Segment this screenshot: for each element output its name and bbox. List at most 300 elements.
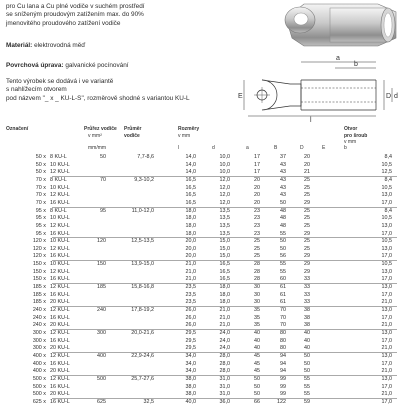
cell-width-a: 30: [254, 284, 260, 291]
variant-line: Tento výrobek se dodává i ve variantě: [6, 78, 114, 85]
cell-bolt-hole: 17,0: [381, 398, 392, 405]
cell-length: 29,5: [185, 337, 196, 344]
dim-label-E: E: [238, 93, 243, 100]
cell-length: 21,0: [185, 261, 196, 268]
table-row: [0, 169, 400, 175]
cell-barrel-b: 43: [280, 184, 286, 191]
cell-type: 8 KU-L: [50, 176, 67, 183]
cell-inner-diameter: 13,5: [219, 215, 230, 222]
cell-length: 23,5: [185, 291, 196, 298]
cell-inner-diameter: 21,0: [219, 307, 230, 313]
cell-diameter: 7,7-8,6: [137, 154, 154, 160]
cell-size: 240 x: [32, 314, 46, 321]
table-row: [0, 246, 400, 252]
cell-barrel-b: 43: [280, 192, 286, 199]
cell-bolt-hole: 13,0: [381, 307, 392, 313]
cell-width-a: 45: [254, 368, 260, 375]
header-otvor: Otvor: [344, 126, 358, 132]
cell-length: 14,0: [185, 169, 196, 176]
cell-inner-diameter: 18,0: [219, 299, 230, 306]
cell-bolt-hole: 21,0: [381, 299, 392, 306]
cell-length: 26,0: [185, 307, 196, 313]
cell-barrel-b: 99: [280, 391, 286, 398]
cell-type: 12 KU-L: [50, 192, 70, 199]
cell-length: 21,0: [185, 276, 196, 283]
table-row: [0, 253, 400, 259]
cell-bolt-hole: 17,0: [381, 291, 392, 298]
cell-bolt-hole: 21,0: [381, 345, 392, 352]
cell-inner-diameter: 31,0: [219, 383, 230, 390]
dimension-drawing: [244, 62, 392, 116]
cell-length: 23,5: [185, 284, 196, 291]
cell-inner-diameter: 13,5: [219, 207, 230, 214]
cell-outer-diameter: 40: [304, 345, 310, 352]
dim-label-d: d: [394, 93, 398, 100]
cell-size: 400 x: [32, 352, 46, 359]
variant-line: pod názvem "_ x _ KU-L-S", rozměrově shodné s variantou KU-L: [6, 94, 190, 102]
subheader-b: b: [344, 145, 347, 151]
cell-outer-diameter: 25: [304, 184, 310, 191]
cell-type: 12 KU-L: [50, 329, 70, 336]
cell-barrel-b: 43: [280, 176, 286, 183]
table-row: [0, 391, 400, 397]
cell-barrel-b: 50: [280, 238, 286, 245]
cell-bolt-hole: 13,0: [381, 268, 392, 275]
cell-size: 50 x: [35, 169, 46, 176]
cell-inner-diameter: 16,5: [219, 268, 230, 275]
lug-photo: [285, 4, 396, 46]
cell-barrel-b: 48: [280, 207, 286, 214]
surface-value: galvanické pocínování: [65, 62, 129, 69]
cell-outer-diameter: 50: [304, 352, 310, 359]
intro-line: se sníženým proudovým zatížením max. do 90%: [6, 11, 144, 19]
cell-length: 38,0: [185, 375, 196, 382]
cell-length: 21,0: [185, 268, 196, 275]
cell-outer-diameter: 55: [304, 391, 310, 398]
cell-size: 240 x: [32, 322, 46, 329]
cell-width-a: 28: [254, 276, 260, 283]
cell-barrel-b: 55: [280, 268, 286, 275]
cell-width-a: 23: [254, 222, 260, 229]
cell-bolt-hole: 13,0: [381, 222, 392, 229]
cell-barrel-b: 94: [280, 352, 286, 359]
cell-size: 500 x: [32, 375, 46, 382]
cell-size: 120 x: [32, 245, 46, 252]
dim-label-l: l: [310, 117, 312, 124]
cell-diameter: 22,9-24,6: [131, 352, 154, 359]
cell-barrel-b: 94: [280, 368, 286, 375]
cell-size: 300 x: [32, 337, 46, 344]
cell-bolt-hole: 12,5: [381, 169, 392, 176]
cell-type: 16 KU-L: [50, 276, 70, 283]
subheader-l: l: [178, 145, 180, 151]
table-row: [0, 361, 400, 367]
table-row: [0, 353, 400, 359]
cell-size: 70 x: [35, 199, 46, 206]
cell-length: 34,0: [185, 360, 196, 367]
cell-width-a: 30: [254, 299, 260, 306]
cell-outer-diameter: 38: [304, 314, 310, 321]
cell-width-a: 23: [254, 207, 260, 214]
subheader-B: B: [274, 145, 278, 151]
cell-length: 16,5: [185, 184, 196, 191]
cell-length: 26,0: [185, 314, 196, 321]
cell-size: 70 x: [35, 176, 46, 183]
cell-type: 12 KU-L: [50, 222, 70, 229]
table-row: [0, 292, 400, 298]
cell-type: 12 KU-L: [50, 352, 70, 359]
cell-barrel-b: 94: [280, 360, 286, 367]
cell-type: 20 KU-L: [50, 391, 70, 398]
cell-type: 12 KU-L: [50, 245, 70, 252]
cell-outer-diameter: 59: [304, 398, 310, 405]
cell-length: 16,5: [185, 176, 196, 183]
cell-outer-diameter: 55: [304, 375, 310, 382]
cell-length: 18,0: [185, 215, 196, 222]
table-row: [0, 200, 400, 206]
cell-barrel-b: 61: [280, 291, 286, 298]
cell-width-a: 35: [254, 307, 260, 313]
table-row: [0, 315, 400, 321]
cell-width-a: 45: [254, 360, 260, 367]
cell-length: 20,0: [185, 238, 196, 245]
cell-width-a: 17: [254, 154, 260, 160]
cell-bolt-hole: 8,4: [384, 207, 392, 214]
cell-barrel-b: 60: [280, 276, 286, 283]
cell-width-a: 45: [254, 352, 260, 359]
cell-bolt-hole: 21,0: [381, 322, 392, 329]
cell-bolt-hole: 8,4: [384, 154, 392, 160]
cell-bolt-hole: 13,0: [381, 329, 392, 336]
table-row: [0, 231, 400, 237]
cell-length: 34,0: [185, 368, 196, 375]
cell-inner-diameter: 15,0: [219, 253, 230, 260]
cell-cross-section: 95: [100, 207, 106, 214]
cell-inner-diameter: 31,0: [219, 375, 230, 382]
dim-label-b: b: [354, 61, 358, 68]
cell-type: 20 KU-L: [50, 368, 70, 375]
cell-length: 23,5: [185, 299, 196, 306]
cell-inner-diameter: 15,0: [219, 238, 230, 245]
cell-cross-section: 150: [97, 261, 106, 268]
cell-cross-section: 625: [97, 398, 106, 405]
cell-outer-diameter: 40: [304, 337, 310, 344]
cell-bolt-hole: 17,0: [381, 199, 392, 206]
cell-inner-diameter: 10,0: [219, 161, 230, 168]
cell-length: 20,0: [185, 245, 196, 252]
cell-length: 38,0: [185, 391, 196, 398]
cell-outer-diameter: 25: [304, 245, 310, 252]
cell-type: 16 KU-L: [50, 253, 70, 260]
cell-length: 16,5: [185, 192, 196, 199]
cell-bolt-hole: 17,0: [381, 276, 392, 283]
cell-bolt-hole: 13,0: [381, 192, 392, 199]
cell-type: 20 KU-L: [50, 345, 70, 352]
cell-type: 20 KU-L: [50, 322, 70, 329]
cell-width-a: 17: [254, 169, 260, 176]
cell-inner-diameter: 16,5: [219, 276, 230, 283]
cell-bolt-hole: 21,0: [381, 391, 392, 398]
cell-size: 400 x: [32, 360, 46, 367]
cell-size: 150 x: [32, 276, 46, 283]
cell-inner-diameter: 21,0: [219, 314, 230, 321]
cell-outer-diameter: 25: [304, 207, 310, 214]
cell-barrel-b: 50: [280, 199, 286, 206]
cell-bolt-hole: 10,5: [381, 161, 392, 168]
cell-outer-diameter: 20: [304, 154, 310, 160]
cell-bolt-hole: 13,0: [381, 375, 392, 382]
cell-type: 8 KU-L: [50, 207, 67, 214]
table-row: [0, 269, 400, 275]
cell-inner-diameter: 12,0: [219, 184, 230, 191]
cell-diameter: 11,0-12,0: [131, 207, 154, 214]
cell-barrel-b: 99: [280, 375, 286, 382]
cell-cross-section: 50: [100, 154, 106, 160]
cell-size: 300 x: [32, 345, 46, 352]
intro-line: jmenovitého proudového zatížení vodiče: [6, 19, 121, 27]
cell-length: 14,0: [185, 154, 196, 160]
cell-bolt-hole: 17,0: [381, 383, 392, 390]
cell-inner-diameter: 24,0: [219, 345, 230, 352]
cell-diameter: 32,5: [143, 398, 154, 405]
cell-width-a: 25: [254, 253, 260, 260]
cell-inner-diameter: 24,0: [219, 337, 230, 344]
cell-barrel-b: 99: [280, 383, 286, 390]
cell-diameter: 25,7-27,6: [131, 375, 154, 382]
table-row: [0, 223, 400, 229]
table-row: [0, 368, 400, 374]
cell-type: 12 KU-L: [50, 169, 70, 176]
cell-type: 10 KU-L: [50, 238, 70, 245]
cell-width-a: 20: [254, 184, 260, 191]
cell-type: 16 KU-L: [50, 199, 70, 206]
cell-outer-diameter: 33: [304, 276, 310, 283]
cell-diameter: 17,8-19,2: [131, 307, 154, 313]
cell-cross-section: 500: [97, 375, 106, 382]
cell-size: 500 x: [32, 391, 46, 398]
cell-type: 10 KU-L: [50, 184, 70, 191]
cell-width-a: 20: [254, 176, 260, 183]
cell-bolt-hole: 10,5: [381, 261, 392, 268]
cell-size: 95 x: [35, 222, 46, 229]
cell-size: 185 x: [32, 284, 46, 291]
header-prurez: Průřez vodiče: [84, 126, 117, 132]
cell-outer-diameter: 40: [304, 329, 310, 336]
cell-width-a: 50: [254, 375, 260, 382]
cell-size: 300 x: [32, 329, 46, 336]
cell-bolt-hole: 17,0: [381, 253, 392, 260]
cell-inner-diameter: 15,0: [219, 245, 230, 252]
cell-bolt-hole: 13,0: [381, 352, 392, 359]
cell-length: 14,0: [185, 161, 196, 168]
intro-line: pro Cu lana a Cu plné vodiče v suchém prostředí: [6, 3, 145, 10]
cell-size: 500 x: [32, 383, 46, 390]
cell-barrel-b: 55: [280, 261, 286, 268]
cell-length: 18,0: [185, 222, 196, 229]
cell-outer-diameter: 25: [304, 215, 310, 222]
cell-type: 16 KU-L: [50, 337, 70, 344]
cell-size: 625 x: [32, 398, 46, 405]
cell-outer-diameter: 21: [304, 169, 310, 176]
cell-bolt-hole: 13,0: [381, 245, 392, 252]
subheader-a: a: [246, 145, 249, 151]
table-row: [0, 192, 400, 198]
cell-outer-diameter: 50: [304, 368, 310, 375]
cell-diameter: 20,0-21,6: [131, 329, 154, 336]
cell-inner-diameter: 18,0: [219, 284, 230, 291]
cell-size: 95 x: [35, 230, 46, 237]
cell-type: 16 KU-L: [50, 398, 70, 405]
cell-barrel-b: 48: [280, 215, 286, 222]
table-row: [0, 238, 400, 244]
cell-type: 16 KU-L: [50, 314, 70, 321]
cell-outer-diameter: 29: [304, 261, 310, 268]
cell-size: 120 x: [32, 253, 46, 260]
cell-width-a: 20: [254, 199, 260, 206]
cell-inner-diameter: 28,0: [219, 352, 230, 359]
cell-inner-diameter: 10,0: [219, 169, 230, 176]
cell-length: 40,0: [185, 398, 196, 405]
drawings: [0, 0, 400, 124]
cell-barrel-b: 70: [280, 322, 286, 329]
cell-cross-section: 185: [97, 284, 106, 291]
cell-width-a: 28: [254, 261, 260, 268]
cell-width-a: 20: [254, 192, 260, 199]
cell-size: 70 x: [35, 192, 46, 199]
cell-width-a: 17: [254, 161, 260, 168]
cell-barrel-b: 70: [280, 307, 286, 313]
table-row: [0, 338, 400, 344]
cell-width-a: 28: [254, 268, 260, 275]
cell-outer-diameter: 29: [304, 253, 310, 260]
cell-type: 12 KU-L: [50, 268, 70, 275]
cell-size: 120 x: [32, 238, 46, 245]
cell-length: 18,0: [185, 207, 196, 214]
cell-cross-section: 120: [97, 238, 106, 245]
cell-outer-diameter: 20: [304, 161, 310, 168]
header-otvor2: pro šroub: [344, 133, 368, 139]
cell-inner-diameter: 13,5: [219, 230, 230, 237]
header-rozmery: Rozměry: [178, 126, 200, 132]
table-row: [0, 284, 400, 290]
cell-cross-section: 70: [100, 176, 106, 183]
dim-label-D: D: [386, 93, 392, 100]
table-row: [0, 345, 400, 351]
table-row: [0, 330, 400, 336]
cell-inner-diameter: 31,0: [219, 391, 230, 398]
cell-bolt-hole: 13,0: [381, 284, 392, 291]
table-row: [0, 162, 400, 168]
cell-length: 16,5: [185, 199, 196, 206]
cell-type: 16 KU-L: [50, 383, 70, 390]
cell-type: 12 KU-L: [50, 375, 70, 382]
cell-type: 16 KU-L: [50, 360, 70, 367]
cell-size: 400 x: [32, 368, 46, 375]
cell-outer-diameter: 25: [304, 176, 310, 183]
cell-bolt-hole: 17,0: [381, 230, 392, 237]
cell-length: 38,0: [185, 383, 196, 390]
cell-diameter: 15,8-16,8: [131, 284, 154, 291]
cell-size: 185 x: [32, 291, 46, 298]
cell-barrel-b: 43: [280, 161, 286, 168]
cell-bolt-hole: 8,4: [384, 176, 392, 183]
cell-outer-diameter: 29: [304, 268, 310, 275]
cell-barrel-b: 122: [277, 398, 286, 405]
cell-bolt-hole: 10,5: [381, 238, 392, 245]
header-otvor-unit: v mm: [344, 139, 357, 145]
cell-length: 26,0: [185, 322, 196, 329]
cell-barrel-b: 48: [280, 222, 286, 229]
cell-size: 185 x: [32, 299, 46, 306]
cell-barrel-b: 37: [280, 154, 286, 160]
cell-width-a: 40: [254, 345, 260, 352]
table-row: [0, 276, 400, 282]
cell-size: 95 x: [35, 207, 46, 214]
cell-width-a: 66: [254, 398, 260, 405]
cell-outer-diameter: 33: [304, 284, 310, 291]
header-rozmery-unit: v mm: [178, 133, 191, 139]
table-row: [0, 376, 400, 382]
cell-outer-diameter: 25: [304, 222, 310, 229]
cell-bolt-hole: 10,5: [381, 215, 392, 222]
cell-size: 95 x: [35, 215, 46, 222]
cell-bolt-hole: 17,0: [381, 360, 392, 367]
cell-inner-diameter: 16,5: [219, 261, 230, 268]
table-row: [0, 261, 400, 267]
cell-outer-diameter: 55: [304, 383, 310, 390]
cell-length: 18,0: [185, 230, 196, 237]
table-row: [0, 208, 400, 214]
table-row: [0, 307, 400, 313]
cell-width-a: 50: [254, 383, 260, 390]
header-oznaceni: Označení: [6, 126, 29, 132]
cell-width-a: 50: [254, 391, 260, 398]
cell-inner-diameter: 24,0: [219, 329, 230, 336]
subheader-E: E: [322, 145, 326, 151]
table-row: [0, 185, 400, 191]
cell-inner-diameter: 28,0: [219, 368, 230, 375]
cell-inner-diameter: 12,0: [219, 199, 230, 206]
header-prurez-unit2: mm/mm: [88, 145, 107, 151]
cell-size: 70 x: [35, 184, 46, 191]
cell-barrel-b: 61: [280, 299, 286, 306]
table-row: [0, 384, 400, 390]
cell-length: 29,5: [185, 345, 196, 352]
cell-outer-diameter: 29: [304, 199, 310, 206]
cell-diameter: 13,9-15,0: [131, 261, 154, 268]
cell-outer-diameter: 33: [304, 291, 310, 298]
cell-inner-diameter: 18,0: [219, 291, 230, 298]
cell-type: 10 KU-L: [50, 161, 70, 168]
cell-outer-diameter: 25: [304, 192, 310, 199]
cell-inner-diameter: 10,0: [219, 154, 230, 160]
cell-barrel-b: 43: [280, 169, 286, 176]
cell-width-a: 35: [254, 314, 260, 321]
cell-type: 20 KU-L: [50, 299, 70, 306]
header-prumer2: vodiče: [124, 133, 140, 139]
cell-width-a: 25: [254, 238, 260, 245]
cell-size: 240 x: [32, 307, 46, 313]
cell-width-a: 23: [254, 230, 260, 237]
cell-outer-diameter: 50: [304, 360, 310, 367]
table-row: [0, 177, 400, 183]
variant-line: s nahlížecím otvorem: [6, 86, 67, 94]
cell-outer-diameter: 38: [304, 307, 310, 313]
cell-type: 10 KU-L: [50, 261, 70, 268]
cell-type: 12 KU-L: [50, 284, 70, 291]
cell-barrel-b: 55: [280, 230, 286, 237]
cell-cross-section: 240: [97, 307, 106, 313]
